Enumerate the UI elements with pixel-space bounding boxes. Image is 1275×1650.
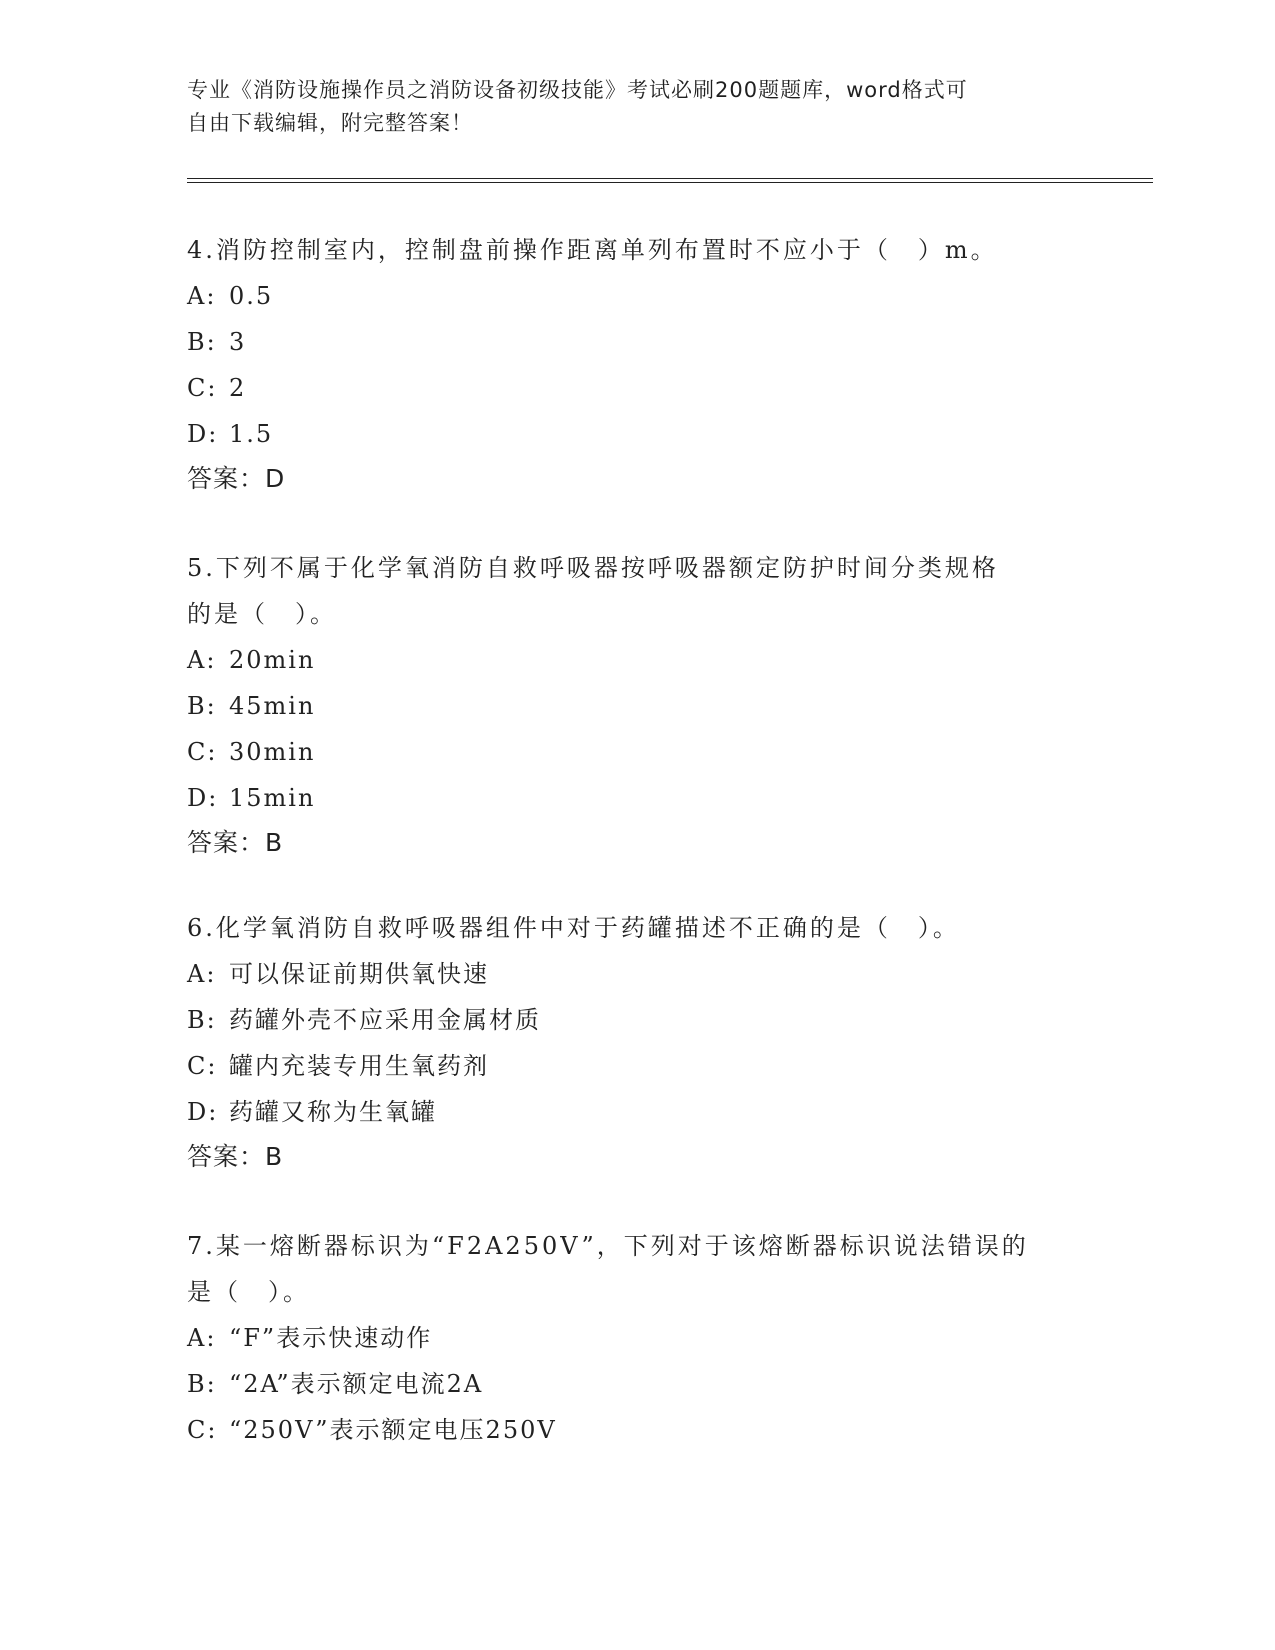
option-text: 20min [229, 646, 316, 674]
header-divider [187, 182, 1153, 183]
option-key: B: [187, 1006, 217, 1034]
option-key: A: [187, 960, 217, 988]
option [187, 1089, 1087, 1135]
option-text: 3 [229, 328, 247, 356]
option [187, 1043, 1087, 1089]
header-line: 自由下载编辑，附完整答案！ [187, 111, 473, 135]
option [187, 1407, 1087, 1453]
answer-line: 答案：B [187, 828, 284, 857]
option [187, 775, 1087, 821]
option-key: B: [187, 692, 217, 720]
question-stem: 是（ ）。 [187, 1278, 310, 1306]
question-stem: 4.消防控制室内，控制盘前操作距离单列布置时不应小于（ ）m。 [187, 236, 998, 264]
option-text: 1.5 [229, 420, 274, 448]
option [187, 997, 1087, 1043]
option-text: “250V”表示额定电压250V [229, 1416, 557, 1444]
option-text: “F”表示快速动作 [229, 1324, 433, 1352]
question-stem: 6.化学氧消防自救呼吸器组件中对于药罐描述不正确的是（ ）。 [187, 914, 960, 942]
header-divider [187, 178, 1153, 179]
question-block [187, 227, 1087, 501]
option-text: 罐内充装专用生氧药剂 [229, 1052, 489, 1080]
question-stem: 7.某一熔断器标识为“F2A250V”，下列对于该熔断器标识说法错误的 [187, 1232, 1029, 1260]
question-stem: 5.下列不属于化学氧消防自救呼吸器按呼吸器额定防护时间分类规格 [187, 554, 999, 582]
option-key: D: [187, 784, 219, 812]
option-key: A: [187, 646, 217, 674]
question-block [187, 1223, 1087, 1453]
option [187, 319, 1087, 365]
option-text: 药罐外壳不应采用金属材质 [229, 1006, 541, 1034]
option [187, 1315, 1087, 1361]
option [187, 683, 1087, 729]
option [187, 411, 1087, 457]
option-key: B: [187, 1370, 217, 1398]
question-stem: 的是（ ）。 [187, 600, 337, 628]
option-text: 2 [229, 374, 247, 402]
question-block [187, 905, 1087, 1179]
option-key: C: [187, 1052, 218, 1080]
option-key: C: [187, 1416, 218, 1444]
option-text: 可以保证前期供氧快速 [229, 960, 489, 988]
question-block [187, 545, 1087, 865]
option [187, 729, 1087, 775]
option-key: C: [187, 374, 218, 402]
option-key: D: [187, 1098, 219, 1126]
option-text: 15min [229, 784, 316, 812]
option-text: 0.5 [229, 282, 274, 310]
answer-line: 答案：D [187, 464, 286, 493]
option-key: A: [187, 1324, 217, 1352]
option-text: 药罐又称为生氧罐 [229, 1098, 437, 1126]
option [187, 1361, 1087, 1407]
option-text: “2A”表示额定电流2A [229, 1370, 484, 1398]
document-header [187, 74, 1087, 140]
option-key: C: [187, 738, 218, 766]
option-key: D: [187, 420, 219, 448]
header-line: 专业《消防设施操作员之消防设备初级技能》考试必刷200题题库，word格式可 [187, 78, 968, 102]
option-text: 30min [229, 738, 316, 766]
option-key: A: [187, 282, 217, 310]
answer-line: 答案：B [187, 1142, 284, 1171]
option [187, 637, 1087, 683]
option-text: 45min [229, 692, 316, 720]
option [187, 273, 1087, 319]
option [187, 365, 1087, 411]
option-key: B: [187, 328, 217, 356]
option [187, 951, 1087, 997]
